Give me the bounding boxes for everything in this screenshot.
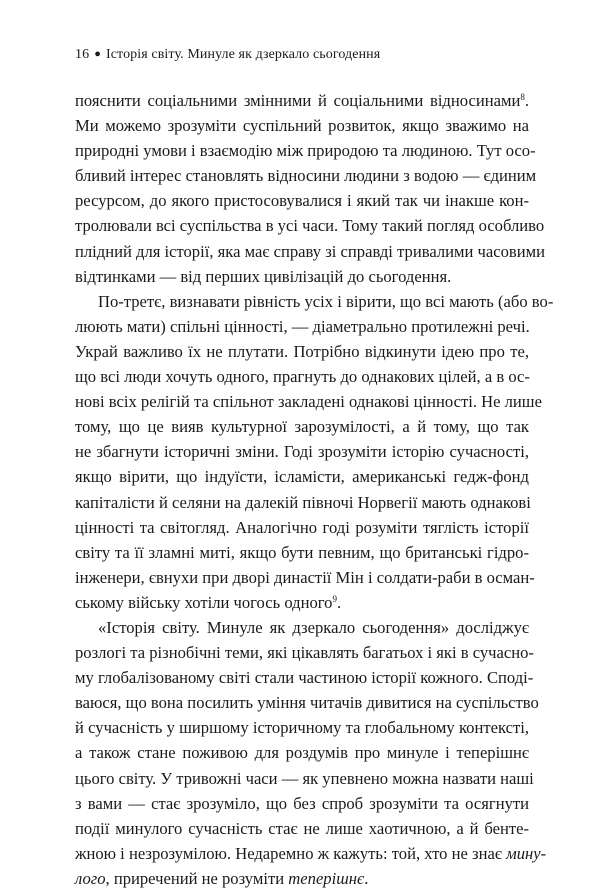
text-line <box>75 464 529 489</box>
text-line <box>75 389 542 414</box>
text-line <box>75 213 545 238</box>
text-run: «Історія світу. Минуле як дзеркало сьогодення» досліджує <box>98 617 529 637</box>
text-line <box>75 665 534 690</box>
text-run: Украй важливо їх не плутати. Потрібно відкинути ідею про те, <box>75 341 529 361</box>
text-line <box>75 314 529 339</box>
text-run: Ми можемо зрозуміти суспільний розвиток, якщо зважимо на <box>75 116 529 136</box>
text-run: інженери, євнухи при дворі династії Мін і солдати-раби в осман- <box>75 567 535 587</box>
paragraph <box>75 88 545 289</box>
text-line <box>75 289 554 314</box>
text-line <box>75 590 529 615</box>
text-run: природні умови і взаємодію між природою та людиною. Тут осо- <box>75 141 536 161</box>
text-line <box>75 264 529 289</box>
text-run: ському війську хотіли чогось одного <box>75 592 333 612</box>
text-run: капіталісти й селяни на далекій півночі Норвегії мають однакові <box>75 492 531 512</box>
text-run: бливий інтерес становлять відносини людини з водою — єдиним <box>75 166 537 186</box>
running-title: Історія світу. Минуле як дзеркало сьогодення <box>105 47 381 62</box>
text-line <box>75 490 529 515</box>
paragraph <box>75 615 547 891</box>
text-run: цього світу. У тривожні часи — як упевнено можна назвати наші <box>75 768 534 788</box>
text-run: світу та її зламні миті, якщо бути певним, що британські гідро- <box>75 542 529 562</box>
text-line <box>75 364 529 389</box>
text-run: жною і незрозумілою. Недаремно ж кажуть: той, хто не знає <box>75 843 507 863</box>
text-run: цінності та світогляд. Аналогічно годі розуміти тяглість історії <box>75 517 529 537</box>
text-line <box>75 740 529 765</box>
text-run: му глобалізованому світі стали частиною історії кожного. Сподi- <box>75 668 534 688</box>
footnote-ref: 9 <box>332 593 337 604</box>
text-run: що всі люди хочуть одного, прагнуть до однакових цілей, а в ос- <box>75 367 530 387</box>
text-run: , приречений не розуміти <box>105 868 289 888</box>
text-line <box>75 690 539 715</box>
text-run: пояснити соціальними змінними й соціальними відносинами <box>75 91 521 110</box>
text-line <box>75 715 529 740</box>
text-run: По-третє, визнавати рівність усіх і вірити, що всі мають (або во- <box>98 291 554 311</box>
body-text <box>75 88 554 891</box>
text-line <box>75 766 534 791</box>
text-run: якщо вірити, що індуїсти, ісламісти, американські гедж-фонд <box>75 467 529 487</box>
text-run: нові всіх релігій та спільнот закладені однакові цінності. Не лише <box>75 392 542 412</box>
text-line <box>75 515 529 540</box>
text-line <box>75 791 529 816</box>
text-run: теперішнє <box>288 868 365 888</box>
footnote-ref: 8 <box>520 92 525 102</box>
text-run: події минулого сучасність стає не лише хаотичною, а й бенте- <box>75 818 529 838</box>
text-line <box>75 816 529 841</box>
text-run: тролювали всі суспільства в усі часи. Тому такий погляд особливо <box>75 216 545 236</box>
text-run: . <box>364 868 369 888</box>
text-line <box>75 88 529 113</box>
running-head <box>75 47 380 63</box>
text-line <box>75 640 534 665</box>
text-run: відтинками — від перших цивілізацій до сьогодення. <box>75 266 452 286</box>
text-run: ресурсом, до якого пристосовувалися і який так чи інакше кон- <box>75 191 529 211</box>
text-run: . <box>336 592 342 612</box>
text-line <box>75 414 529 439</box>
text-run: плідний для історії, яка має справу зі справді тривалими часовими <box>75 241 545 261</box>
page-number: 16 <box>75 47 90 62</box>
text-line <box>75 866 529 891</box>
text-line <box>75 565 535 590</box>
text-line <box>75 163 537 188</box>
paragraph <box>75 289 554 615</box>
text-run: ваюся, що вона посилить уміння читачів дивитися на суспільство <box>75 693 539 713</box>
text-line <box>75 339 529 364</box>
text-run: й сучасність у ширшому історичному та глобальному контексті, <box>75 718 529 738</box>
text-line <box>75 615 529 640</box>
text-line <box>75 138 536 163</box>
text-run: лого <box>75 868 106 888</box>
text-run: . <box>524 91 529 110</box>
text-line <box>75 439 529 464</box>
text-run: з вами — стає зрозуміло, що без спроб зрозуміти та осягнути <box>75 793 529 813</box>
text-run: мину- <box>506 843 547 863</box>
text-run: розлогі та різнобічні теми, які цікавлять багатьох і які в сучасно- <box>75 643 534 663</box>
text-line <box>75 113 529 138</box>
text-run: не збагнути історичні зміни. Годі зрозуміти історію сучасності, <box>75 442 529 462</box>
text-line <box>75 841 547 866</box>
text-run: люють мати) спільні цінності, — діаметрально протилежні речі. <box>75 316 530 336</box>
bullet-icon: ● <box>94 48 101 60</box>
text-run: тому, що це вияв культурної зарозумілості, а й тому, що так <box>75 417 529 437</box>
text-run: а також стане поживою для роздумів про минуле і теперішнє <box>75 743 529 763</box>
text-line <box>75 188 529 213</box>
text-line <box>75 540 529 565</box>
text-line <box>75 239 545 264</box>
